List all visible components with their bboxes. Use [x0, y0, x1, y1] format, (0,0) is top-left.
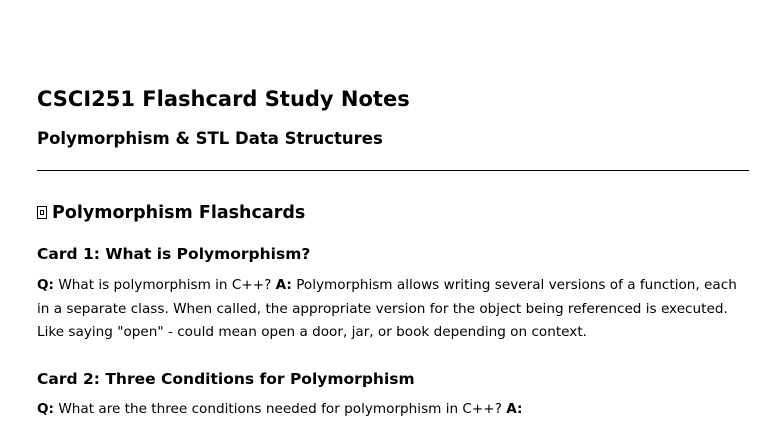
question-label: Q:: [37, 277, 54, 293]
card-1-question: What is polymorphism in C++?: [58, 277, 272, 293]
section-heading: [37, 201, 305, 225]
card-1-body: [37, 274, 749, 345]
horizontal-divider: [37, 170, 749, 171]
card-2-body: [37, 398, 749, 422]
card-2-heading: Card 2: Three Conditions for Polymorphism: [37, 370, 415, 388]
page-title: CSCI251 Flashcard Study Notes: [37, 87, 410, 111]
card-1-answer: Polymorphism allows writing several versions of a function, each in a separate class. When called, the appropriate version for the object being referenced is executed. Like saying "open" - could mean open a door, jar, or book depending on context.: [37, 277, 737, 340]
card-1-heading: Card 1: What is Polymorphism?: [37, 245, 311, 263]
question-label: Q:: [37, 401, 54, 417]
page-subtitle: Polymorphism & STL Data Structures: [37, 129, 383, 148]
answer-label: A:: [506, 401, 523, 417]
section-heading-text: Polymorphism Flashcards: [52, 203, 306, 223]
answer-label: A:: [275, 277, 292, 293]
document-icon: [37, 206, 47, 219]
card-2-question: What are the three conditions needed for polymorphism in C++?: [58, 401, 502, 417]
